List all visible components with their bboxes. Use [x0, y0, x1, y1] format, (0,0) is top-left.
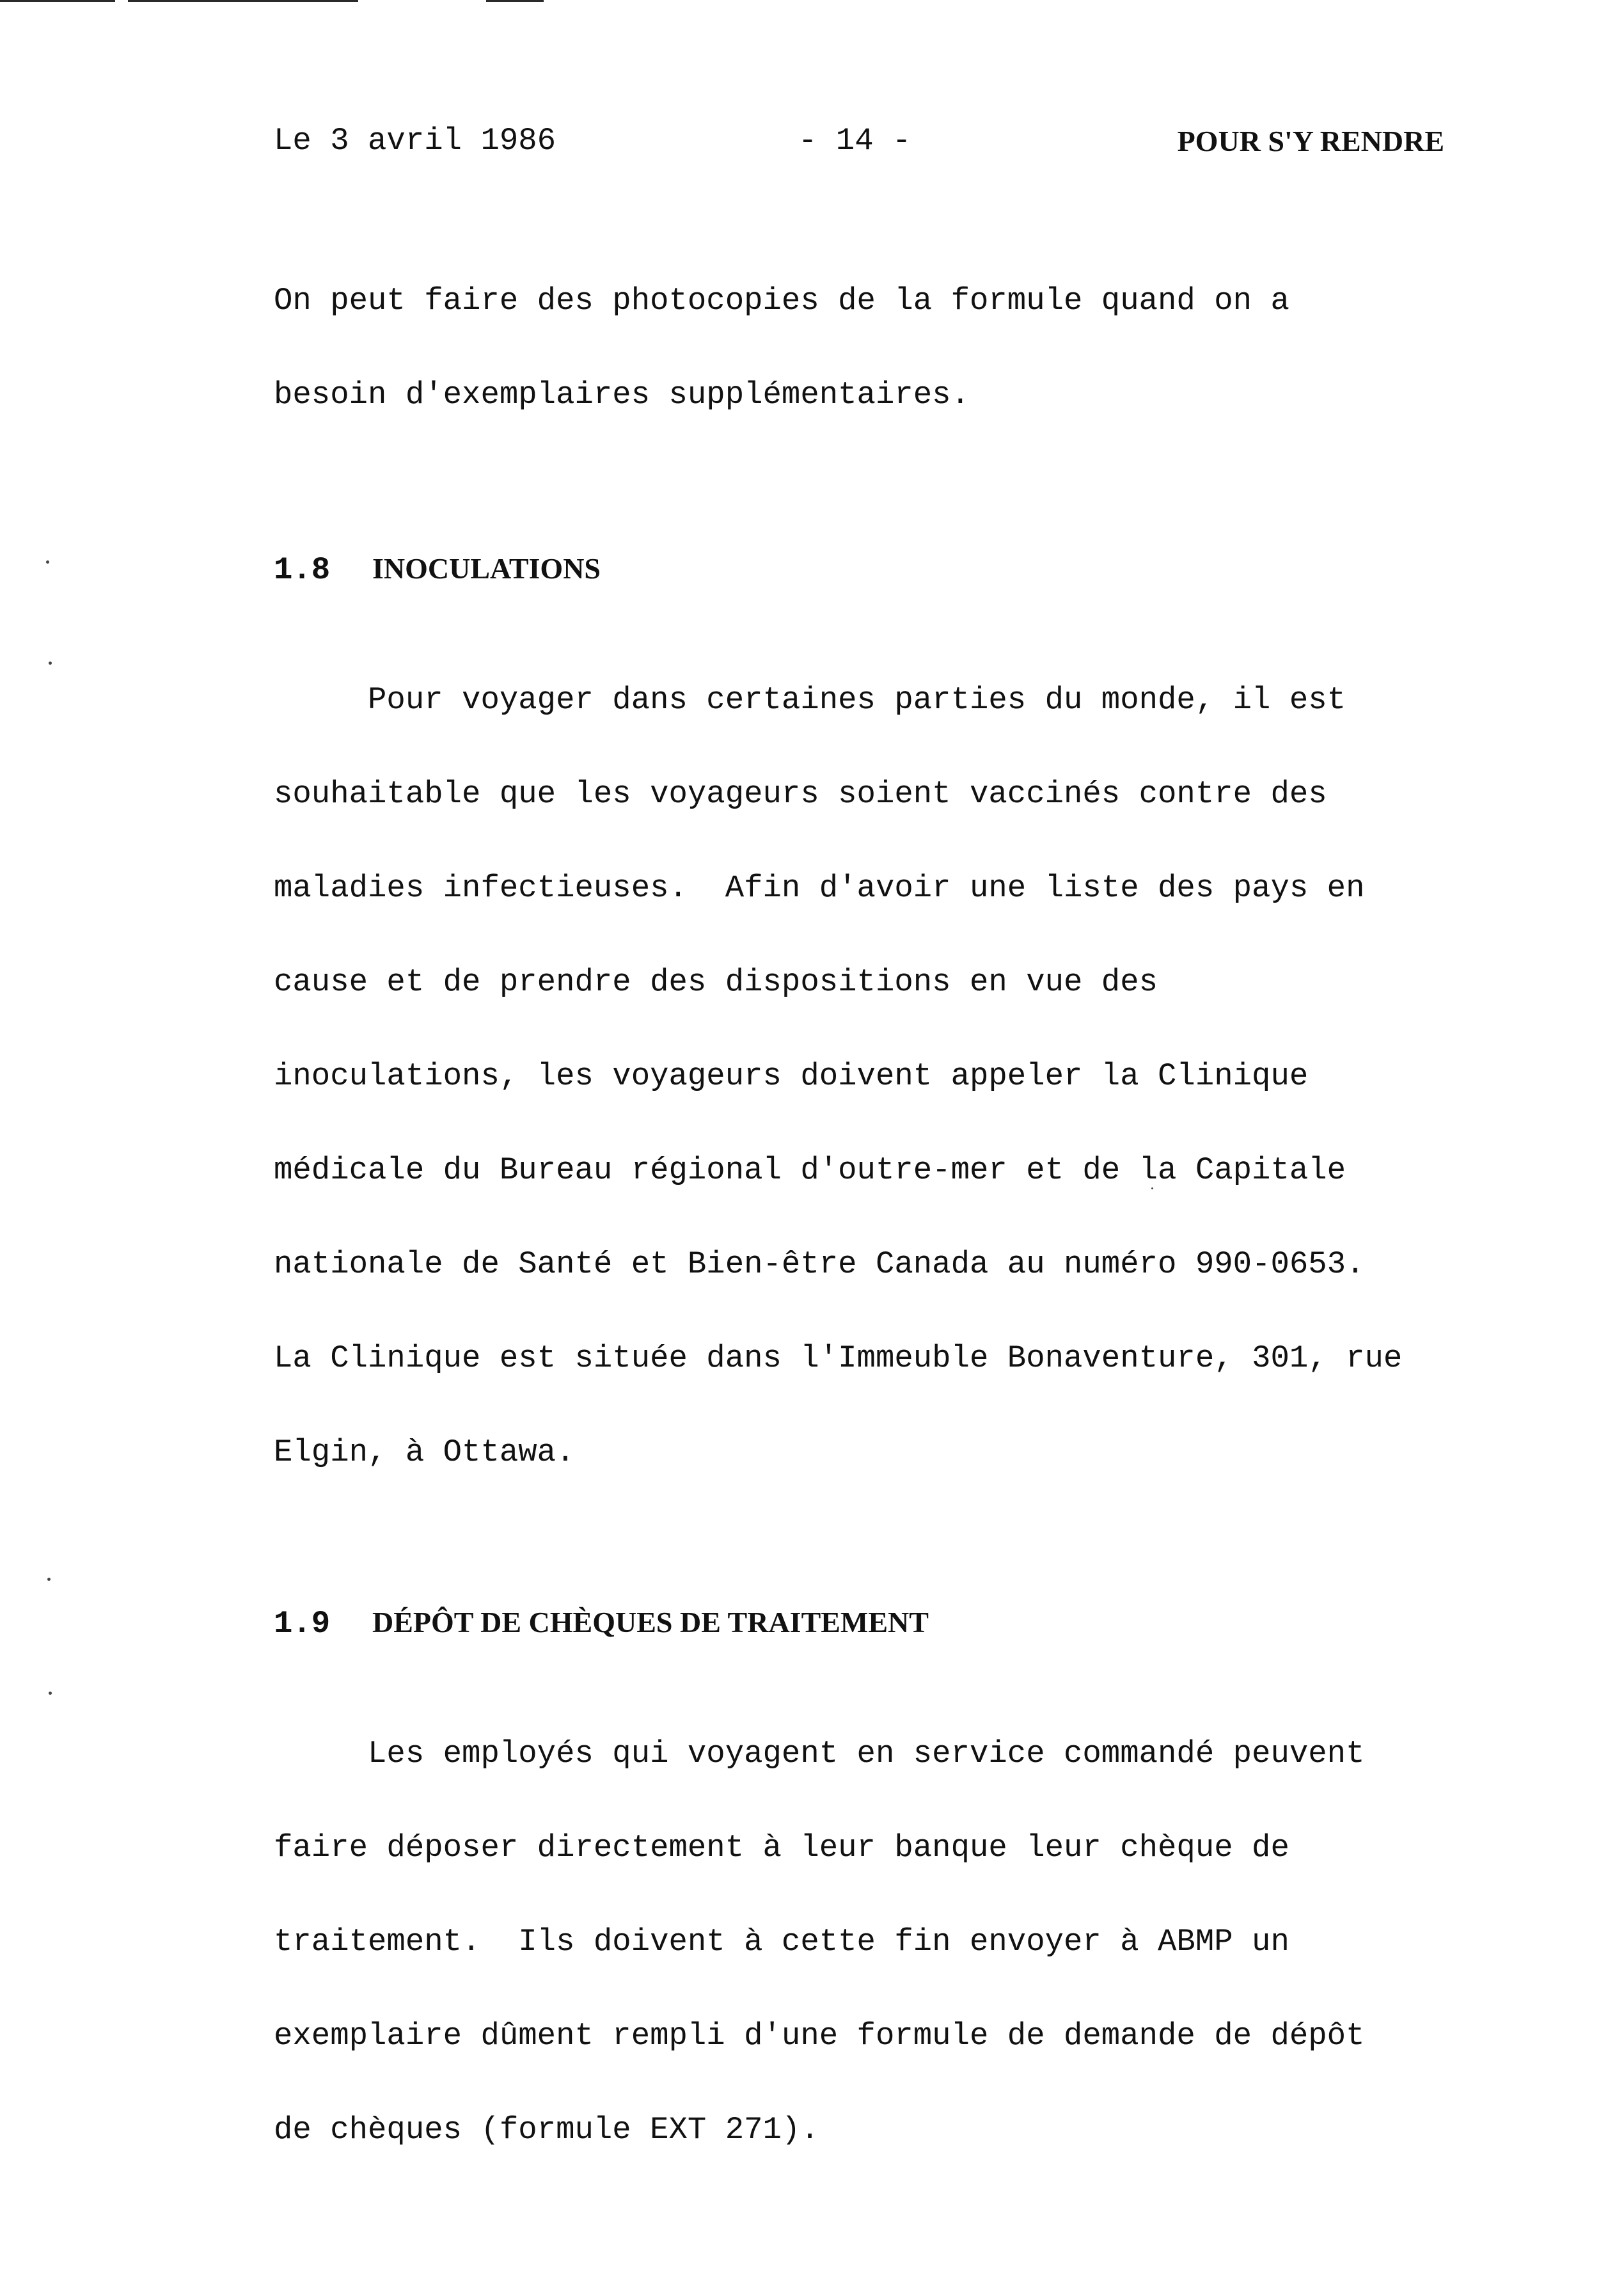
paragraph-line: de chèques (formule EXT 271).	[274, 2112, 819, 2148]
paragraph-line: maladies infectieuses. Afin d'avoir une liste des pays en	[274, 870, 1365, 906]
paragraph-line: médicale du Bureau régional d'outre-mer et de la Capitale	[274, 1152, 1346, 1188]
intro-paragraph	[274, 223, 1444, 473]
paragraph-line: souhaitable que les voyageurs soient vaccinés contre des	[274, 776, 1327, 812]
paragraph-line: besoin d'exemplaires supplémentaires.	[274, 377, 970, 413]
section-title: DÉPÔT DE CHÈQUES DE TRAITEMENT	[372, 1606, 929, 1638]
paragraph-line: Elgin, à Ottawa.	[274, 1434, 575, 1470]
paragraph-line: nationale de Santé et Bien-être Canada au numéro 990-0653.	[274, 1246, 1365, 1282]
page-content	[274, 125, 1444, 2284]
section-body-1-9	[274, 1676, 1444, 2209]
scan-edge-mark	[486, 0, 544, 2]
section-number: 1.8	[274, 552, 331, 588]
scan-edge-mark	[0, 0, 115, 2]
paragraph-line: Pour voyager dans certaines parties du monde, il est	[274, 682, 1346, 718]
paragraph-line: La Clinique est située dans l'Immeuble Bonaventure, 301, rue	[274, 1340, 1403, 1376]
scan-speck	[47, 1578, 51, 1581]
scan-speck	[49, 662, 52, 665]
section-title: INOCULATIONS	[372, 552, 601, 585]
scan-edge-mark	[128, 0, 358, 2]
section-number: 1.9	[274, 1606, 331, 1642]
section-heading-1-8	[274, 553, 1444, 586]
scan-speck	[46, 560, 49, 564]
page-header	[274, 125, 1444, 164]
paragraph-line: Les employés qui voyagent en service commandé peuvent	[274, 1736, 1365, 1772]
header-page-number: - 14 -	[798, 123, 911, 159]
paragraph-line: traitement. Ils doivent à cette fin envoyer à ABMP un	[274, 1924, 1289, 1960]
section-body-1-8	[274, 622, 1444, 1531]
paragraph-line: inoculations, les voyageurs doivent appeler la Clinique	[274, 1058, 1309, 1094]
header-date: Le 3 avril 1986	[274, 123, 556, 159]
paragraph-line: On peut faire des photocopies de la formule quand on a	[274, 283, 1289, 319]
header-running-title: POUR S'Y RENDRE	[1177, 125, 1444, 157]
paragraph-line: exemplaire dûment rempli d'une formule de demande de dépôt	[274, 2018, 1365, 2054]
scan-speck	[49, 1692, 52, 1695]
paragraph-line: faire déposer directement à leur banque leur chèque de	[274, 1830, 1289, 1866]
paragraph-line: cause et de prendre des dispositions en vue des	[274, 964, 1158, 1000]
section-heading-1-9	[274, 1606, 1444, 1640]
